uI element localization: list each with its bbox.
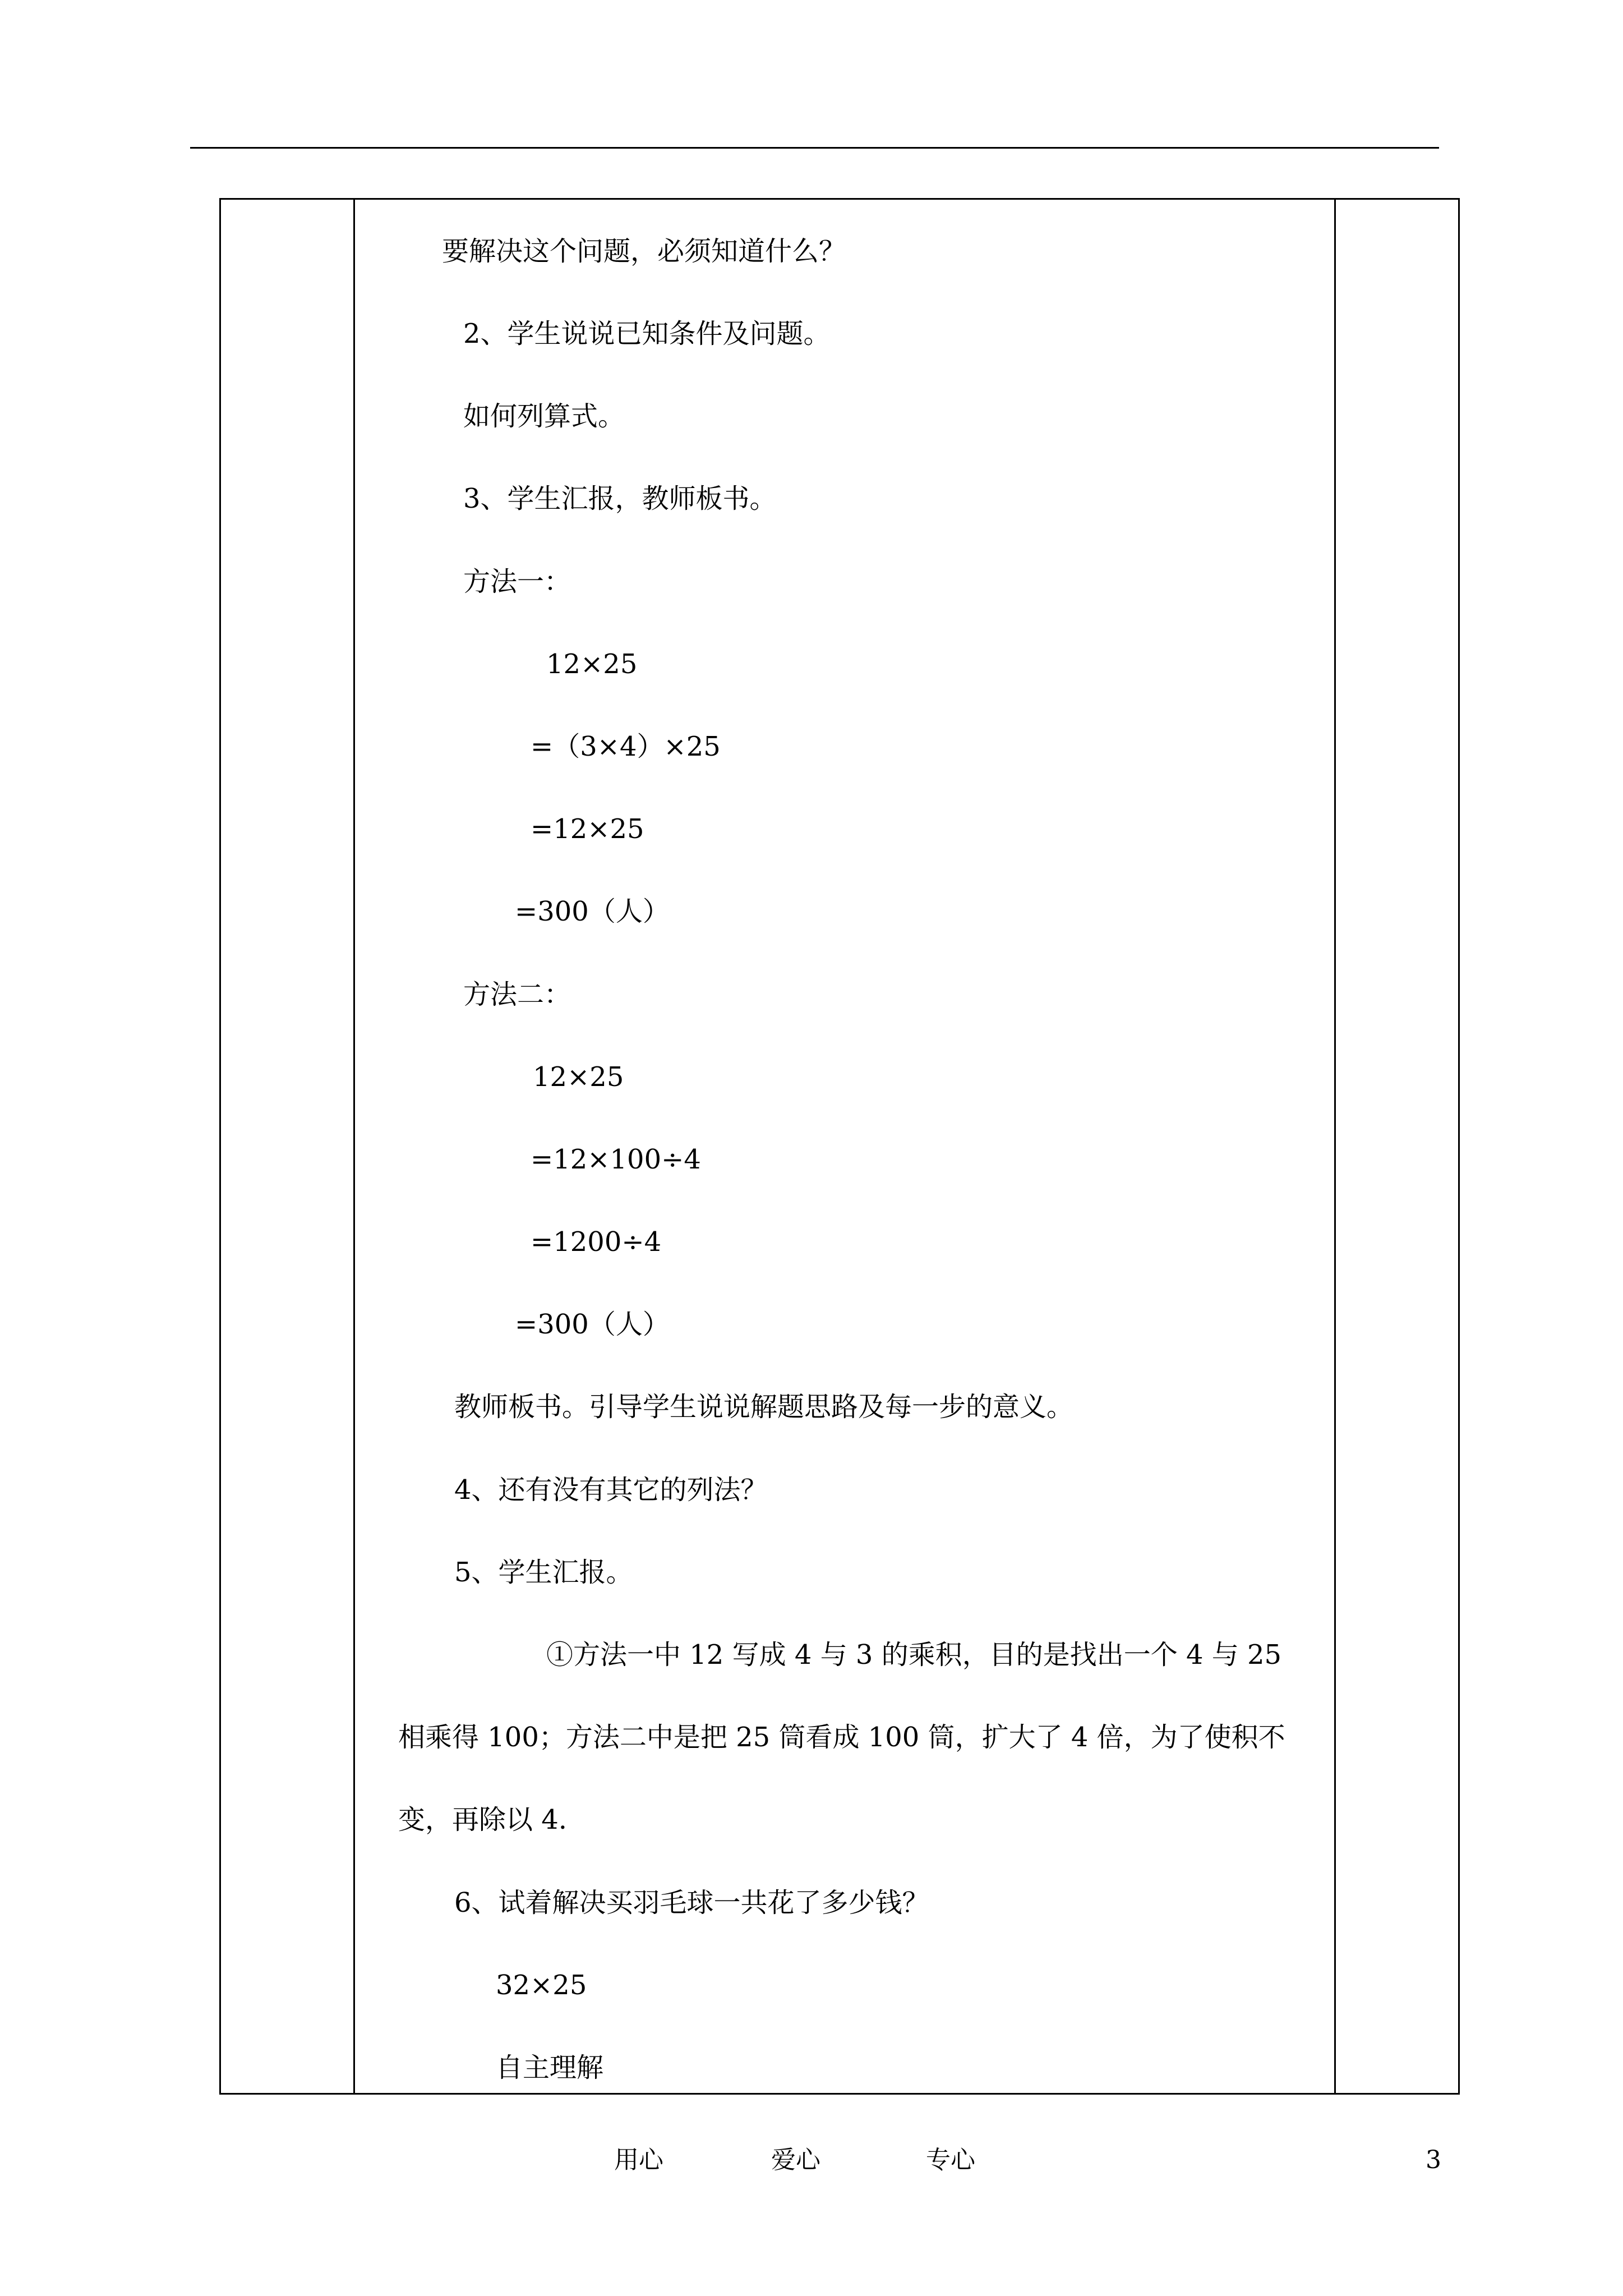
equation-line: =（3×4）×25 [531,731,721,762]
equation-line: =12×25 [531,813,644,845]
header-rule [190,147,1439,149]
equation-line: 32×25 [496,1970,587,2001]
text-line: ①方法一中 12 写成 4 与 3 的乘积，目的是找出一个 4 与 25 [546,1639,1282,1671]
text-line: 4、还有没有其它的列法？ [454,1474,768,1506]
equation-line: =300（人） [515,896,670,927]
text-line: 教师板书。引导学生说说解题思路及每一步的意义。 [454,1391,1074,1423]
text-line: 相乘得 100；方法二中是把 25 筒看成 100 筒，扩大了 4 倍，为了使积不 [398,1722,1285,1753]
text-line: 2、学生说说已知条件及问题。 [463,318,831,349]
text-line: 5、学生汇报。 [454,1557,633,1588]
footer-word: 专心 [926,2146,975,2174]
text-line: 要解决这个问题，必须知道什么？ [442,236,846,267]
text-line: 自主理解 [496,2052,604,2083]
footer-word: 用心 [614,2146,663,2174]
text-line: 如何列算式。 [463,401,625,432]
text-line: 方法二： [463,979,571,1010]
text-line: 3、学生汇报，教师板书。 [463,483,777,514]
equation-line: =12×100÷4 [531,1144,701,1175]
page-number: 3 [1426,2146,1441,2174]
footer-word: 爱心 [771,2146,820,2174]
equation-line: 12×25 [533,1061,624,1093]
table-divider-left [353,200,355,2093]
equation-line: =300（人） [515,1309,670,1340]
text-line: 变，再除以 4. [398,1804,568,1835]
equation-line: 12×25 [546,648,638,680]
text-line: 方法一： [463,566,571,597]
text-line: 6、试着解决买羽毛球一共花了多少钱？ [454,1887,929,1918]
equation-line: =1200÷4 [531,1226,662,1258]
table-divider-right [1334,200,1336,2093]
